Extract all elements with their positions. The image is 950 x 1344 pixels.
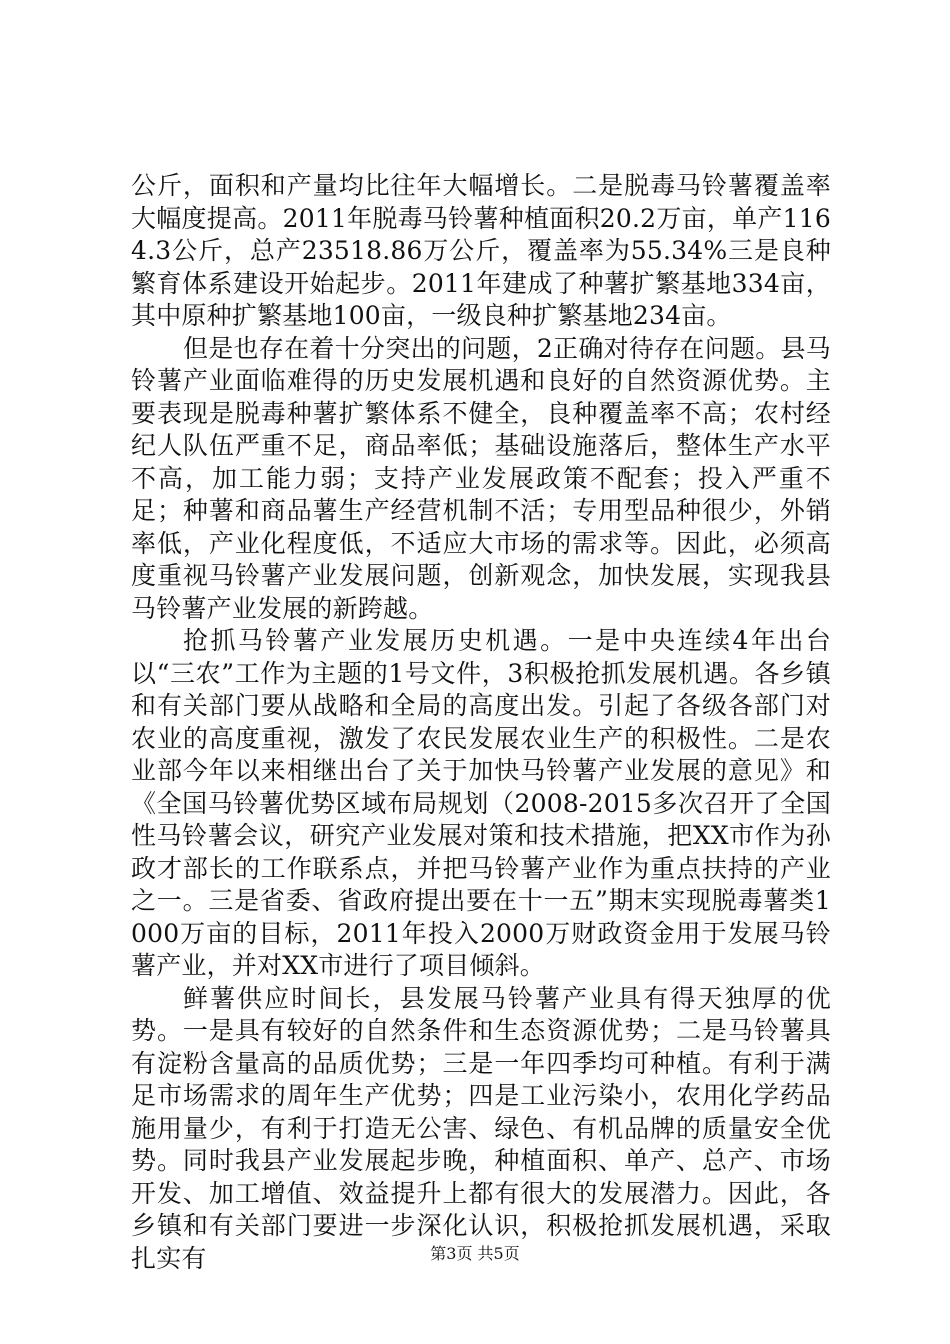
page-footer: 第3页 共5页 xyxy=(430,1244,520,1263)
document-body xyxy=(131,170,831,1275)
paragraph-4: 鲜薯供应时间长，县发展马铃薯产业具有得天独厚的优势。一是具有较好的自然条件和生态资源优势；二是马铃薯具有淀粉含量高的品质优势；三是一年四季均可种植。有利于满足市场需求的周年生产优势；四是工业污染小，农用化学药品施用量少，有利于打造无公害、绿色、有机品牌的质量安全优势。同时我县产业发展起步晚，种植面积、单产、总产、市场开发、加工增值、效益提升上都有很大的发展潜力。因此，各乡镇和有关部门要进一步深化认识，积极抢抓发展机遇，采取扎实有 xyxy=(131,983,831,1273)
paragraph-2: 但是也存在着十分突出的问题，2正确对待存在问题。县马铃薯产业面临难得的历史发展机遇和良好的自然资源优势。主要表现是脱毒种薯扩繁体系不健全，良种覆盖率不高；农村经纪人队伍严重不足，商品率低；基础设施落后，整体生产水平不高，加工能力弱；支持产业发展政策不配套；投入严重不足；种薯和商品薯生产经营机制不活；专用型品种很少，外销率低，产业化程度低，不适应大市场的需求等。因此，必须高度重视马铃薯产业发展问题，创新观念，加快发展，实现我县马铃薯产业发展的新跨越。 xyxy=(131,333,831,623)
paragraph-1: 公斤，面积和产量均比往年大幅增长。二是脱毒马铃薯覆盖率大幅度提高。2011年脱毒马铃薯种植面积20.2万亩，单产1164.3公斤，总产23518.86万公斤，覆盖率为55.34%三是良种繁育体系建设开始起步。2011年建成了种薯扩繁基地334亩，其中原种扩繁基地100亩，一级良种扩繁基地234亩。 xyxy=(131,171,831,330)
paragraph-3: 抢抓马铃薯产业发展历史机遇。一是中央连续4年出台以“三农”工作为主题的1号文件，3积极抢抓发展机遇。各乡镇和有关部门要从战略和全局的高度出发。引起了各级各部门对农业的高度重视，激发了农民发展农业生产的积极性。二是农业部今年以来相继出台了关于加快马铃薯产业发展的意见》和《全国马铃薯优势区域布局规划（2008-2015多次召开了全国性马铃薯会议，研究产业发展对策和技术措施，把XX市作为孙政才部长的工作联系点，并把马铃薯产业作为重点扶持的产业之一。三是省委、省政府提出要在十一五”期末实现脱毒薯类1000万亩的目标，2011年投入2000万财政资金用于发展马铃薯产业，并对XX市进行了项目倾斜。 xyxy=(131,626,831,980)
